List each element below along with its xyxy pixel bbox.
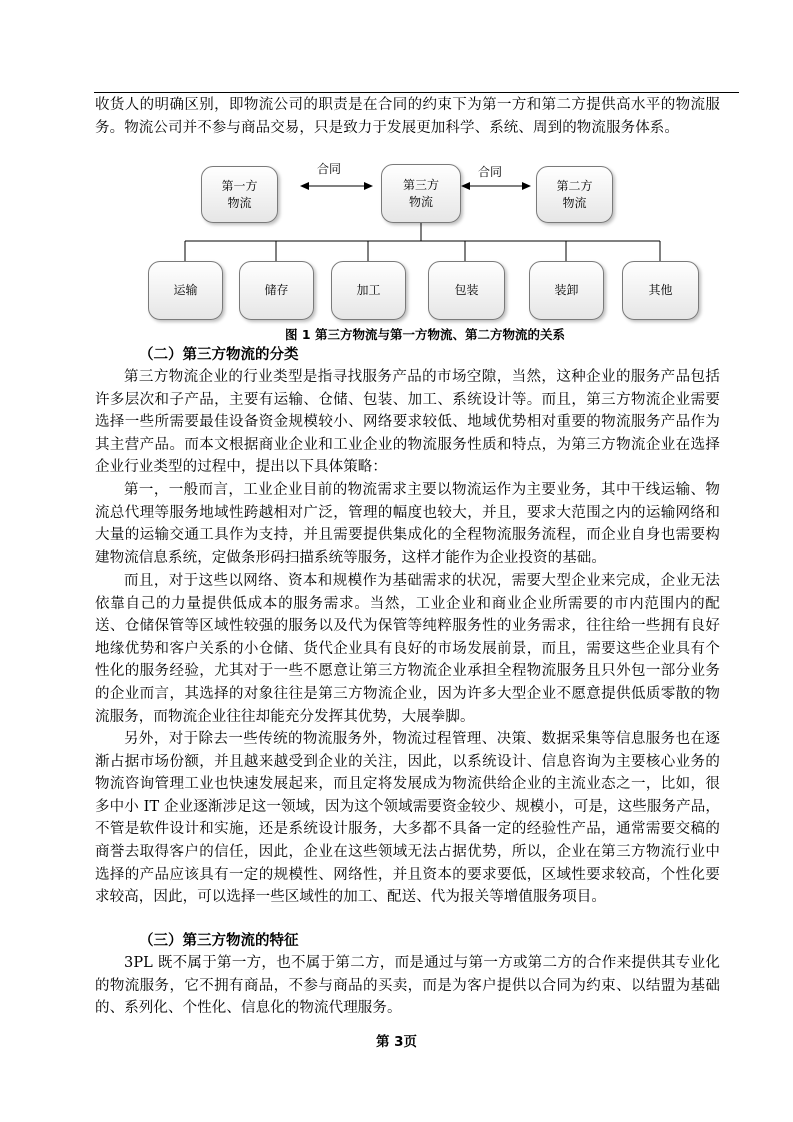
service-box-processing: [331, 261, 406, 320]
service-box-other: [622, 261, 699, 320]
contract-label-right: 合同: [478, 165, 503, 179]
arrow-head-right-a: [461, 182, 470, 190]
service-label: 运输: [173, 283, 198, 297]
contract-label-left: 合同: [317, 162, 342, 176]
section2-paragraph-4: 另外，对于除去一些传统的物流服务外，物流过程管理、决策、数据采集等信息服务也在逐渐占据市场份额，并且越来越受到企业的关注，因此，以系统设计、信息咨询为主要核心业务的物流咨询管理工业也快速发展起来，而且定将发展成为物流供给企业的主流业态之一，比如，很多中小 IT 企业逐渐涉足这一领域，因为这个领域需要资金较少、规模小，可是，这些服务产品，不管是软件设计和实施，还是系统设计服务，大多都不具备一定的经验性产品，通常需要交稿的商誉去取得客户的信任，因此，企业在这些领域无法占据优势，所以，企业在第三方物流行业中选择的产品应该具有一定的规模性、网络性，并且资本的要求要低，区域性要求较高，个性化要求较高，因此，可以选择一些区域性的加工、配送、代为报关等增值服务项目。: [95, 731, 720, 906]
node-first-party: [201, 166, 278, 223]
service-label: 储存: [264, 283, 289, 297]
service-label: 加工: [356, 283, 381, 297]
section2-heading: （二）第三方物流的分类: [139, 347, 299, 363]
service-box-packaging: [428, 261, 505, 320]
node-third-party: [381, 164, 461, 223]
section2-paragraph-1: 第三方物流企业的行业类型是指寻找服务产品的市场空隙，当然，这种企业的服务产品包括许多层次和子产品，主要有运输、仓储、包装、加工、系统设计等。而且，第三方物流企业需要选择一些所需要最佳设备资金规模较小、网络要求较低、地域优势相对重要的物流服务产品作为其主营产品。而本文根据商业企业和工业企业的物流服务性质和特点，为第三方物流企业在选择企业行业类型的过程中，提出以下具体策略：: [95, 369, 720, 476]
service-box-storage: [239, 261, 314, 320]
service-label: 装卸: [554, 283, 579, 297]
intro-paragraph: 收货人的明确区别，即物流公司的职责是在合同的约束下为第一方和第二方提供高水平的物流服务。物流公司并不参与商品交易，只是致力于发展更加科学、系统、周到的物流服务体系。: [95, 97, 720, 136]
section2-paragraph-2: 第一，一般而言，工业企业目前的物流需求主要以物流运作为主要业务，其中干线运输、物流总代理等服务地域性跨越相对广泛，管理的幅度也较大，并且，要求大范围之内的运输网络和大量的运输交通工具作为支持，并且需要提供集成化的全程物流服务流程，而企业自身也需要构建物流信息系统，定做条形码扫描系统等服务，这样才能作为企业投资的基础。: [95, 482, 720, 566]
arrow-head-right-b: [522, 182, 531, 190]
service-label: 包装: [454, 283, 479, 297]
service-box-transport: [148, 261, 223, 320]
node-first-party-label: 第一方物流: [221, 178, 258, 210]
section3-heading: （三）第三方物流的特征: [139, 933, 299, 949]
section2-paragraph-3: 而且，对于这些以网络、资本和规模作为基础需求的状况，需要大型企业来完成，企业无法依靠自己的力量提供低成本的服务需求。当然，工业企业和商业企业所需要的市内范围内的配送、仓储保管等区域性较强的服务以及代为保管等纯粹服务性的业务需求，往往给一些拥有良好地缘优势和客户关系的小仓储、货代企业具有良好的市场发展前景，而且，需要这些企业具有个性化的服务经验，尤其对于一些不愿意让第三方物流企业承担全程物流服务且只外包一部分业务的企业而言，其选择的对象往往是第三方物流企业，因为许多大型企业不愿意提供低质零散的物流服务，而物流企业往往却能充分发挥其优势，大展拳脚。: [95, 573, 720, 725]
section3-paragraph-1: 3PL 既不属于第一方，也不属于第二方，而是通过与第一方或第二方的合作来提供其专业化的物流服务，它不拥有商品，不参与商品的买卖，而是为客户提供以合同为约束、以结盟为基础的、系列化、个性化、信息化的物流代理服务。: [95, 955, 720, 1017]
node-second-party: [536, 166, 613, 223]
node-second-party-label: 第二方物流: [556, 178, 593, 210]
service-label: 其他: [648, 283, 673, 297]
figure-caption: 图 1 第三方物流与第一方物流、第二方物流的关系: [285, 327, 565, 342]
arrow-head-left-a: [300, 182, 309, 190]
service-box-loading: [529, 261, 604, 320]
page-number: 第 3页: [375, 1034, 418, 1050]
arrow-head-left-b: [364, 182, 373, 190]
node-third-party-label: 第三方物流: [403, 177, 440, 209]
